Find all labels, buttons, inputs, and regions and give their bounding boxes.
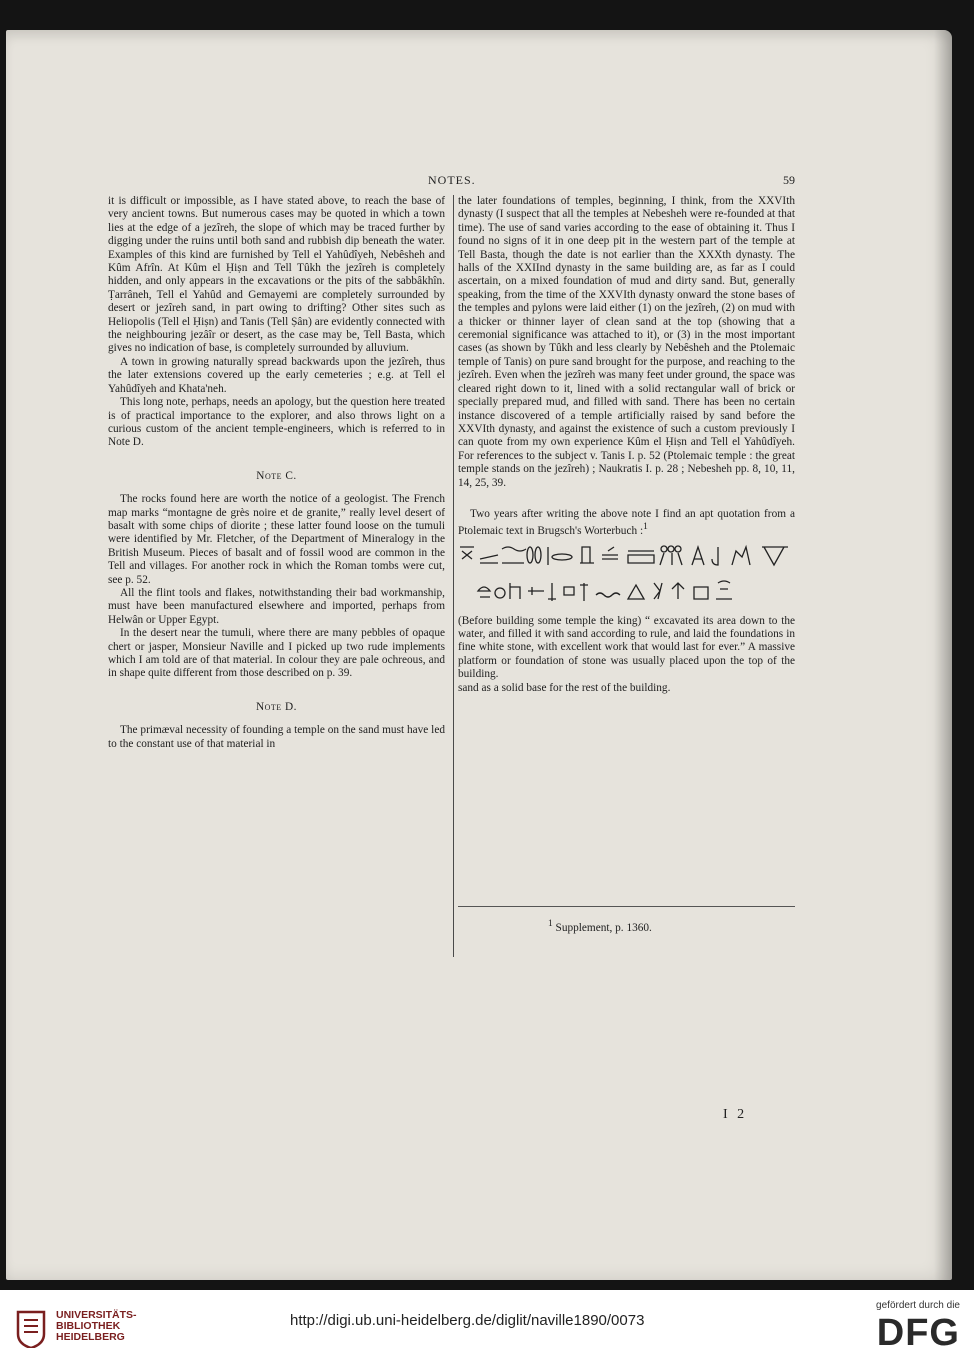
hieroglyph-text-icon bbox=[458, 543, 795, 609]
paragraph: the later foundations of temples, beginning, I think, from the XXVIth dynasty (I suspect that all the temples at Nebesheh were re-founded at that time). The use of sand varies according to the ease of obtaining it. Thus I found no signs of it in one deep pit in the western part of the temple at Tell Basta, though the date is not earlier than the XXXth dynasty. The halls of the XXIInd dynasty in the same building are, as far as I could ascertain, on a mixed foundation of mud and dirty sand. But, generally speaking, from the time of the XXVIth dynasty onward the stone bases of the temples and pylons were laid either (1) on the jezîreh, (2) on mud with a thicker or thinner layer of clean sand at the top (showing that a ceremonial significance was attached to it), or (3) in the most important cases (as shown by Tûkh and less clearly by Nebêsheh and the Ptolemaic temple of Tanis) on pure sand brought for the purpose, and reaching to the jezîreh. Even when the jezîreh was many feet under ground, the space was cleared right down to it, lined with a solid rectangular wall of brick or specially prepared mud, and filled with sand. There has been no certain instance discovered of a temple artificially raised by sand before the XXVIth dynasty, and against the existence of such a custom previously I can quote from my own experience Kûm el Ḥiṣn and Tell el Yahûdîyeh. For references to the subject v. Tanis I. p. 52 (Ptolemaic temple : the great temple stands on the jezîreh) ; Naukratis I. p. 28 ; Nebesheh pp. 8, 10, 11, 14, 25, 39. bbox=[458, 195, 795, 489]
left-column bbox=[108, 195, 445, 751]
permalink-url[interactable]: http://digi.ub.uni-heidelberg.de/diglit/naville1890/0073 bbox=[290, 1312, 645, 1329]
paragraph: A town in growing naturally spread backwards upon the jezîreh, thus the later extensions covered up the early cemeteries ; e.g. at Tell el Yahûdîyeh and Khata'neh. bbox=[108, 355, 445, 395]
note-d-heading: Note D. bbox=[255, 700, 298, 713]
paragraph: This long note, perhaps, needs an apology, but the question here treated is of practical importance to the explorer, and also throws light on a curious custom of the ancient temple-engineers, which is referred to in Note D. bbox=[108, 396, 445, 449]
viewer-footer bbox=[0, 1290, 974, 1366]
library-name-line: BIBLIOTHEK bbox=[56, 1320, 121, 1332]
footnote-reference: 1 bbox=[643, 522, 648, 533]
note-c-heading: Note C. bbox=[256, 469, 297, 482]
paragraph: The rocks found here are worth the notice of a geologist. The French map marks “montagne de grès noire et de granite,” really level desert of basalt with some chips of diorite ; these latter found loose on the tumuli were identified by Mr. Fletcher, of the Department of Mineralogy in the British Museum. Pieces of basalt and of fossil wood are common in the Tell and villages. For another rock in which the Roman tombs were cut, see p. 52. bbox=[108, 493, 445, 586]
paragraph: In the desert near the tumuli, where there are many pebbles of opaque chert or jasper, Monsieur Naville and I picked up two rude implements which I am told are of that material. In colour they are pale ochreous, and in shape quite different from those described on p. 39. bbox=[108, 627, 445, 680]
funder-branding[interactable] bbox=[860, 1300, 960, 1355]
signature-mark: I 2 bbox=[723, 1107, 748, 1122]
library-name-line: HEIDELBERG bbox=[56, 1331, 125, 1343]
right-column bbox=[458, 195, 795, 695]
paragraph: All the flint tools and flakes, notwithstanding their bad workmanship, must have been manufactured elsewhere and imported, perhaps from Helwân or Upper Egypt. bbox=[108, 586, 445, 626]
footnote-text: Supplement, p. 1360. bbox=[555, 921, 652, 934]
heidelberg-library-logo-icon bbox=[14, 1308, 48, 1348]
section-gap bbox=[458, 490, 795, 508]
library-name-line: UNIVERSITÄTS- bbox=[56, 1309, 137, 1321]
funder-caption: gefördert durch die bbox=[876, 1300, 960, 1311]
footnote-mark: 1 bbox=[548, 919, 553, 929]
translation-tail: sand as a solid base for the rest of the building. bbox=[458, 681, 671, 694]
quote-intro-text: Two years after writing the above note I find an apt quotation from a Ptolemaic text in Brugsch's Worterbuch : bbox=[458, 507, 795, 538]
page-edge-shadow bbox=[934, 30, 952, 1280]
column-divider bbox=[453, 195, 454, 957]
library-name bbox=[56, 1310, 137, 1343]
footnote-rule bbox=[458, 906, 795, 907]
paragraph: The primæval necessity of founding a temple on the sand must have led to the constant use of that material in bbox=[108, 724, 445, 750]
dfg-logo-icon: DFG bbox=[876, 1312, 960, 1354]
footnote bbox=[548, 919, 652, 934]
paragraph: it is difficult or impossible, as I have stated above, to reach the base of very ancient towns. But numerous cases may be quoted in which a town lies at the edge of a jezîreh, the slope of which may be traced further by digging under the ruins until both sand and rubbish dip beneath the water. Examples of this kind are furnished by Tell el Yahûdîyeh, Nebêsheh and Kûm Afrîn. At Kûm el Ḥiṣn and Tell Tûkh the jezîreh is completely hidden, and only appears in the excavations or the pits of the sabbâkhîn. Ṭarrâneh, Tell el Yahûd and Gemayemi are completely surrounded by desert or jezîreh sand, in part owing to drifting? Other sites such as Heliopolis (Tell el Ḥiṣn) and Tanis (Tell Ṣân) are evidently connected with the neighbouring jezâîr or desert, as the case may be, Tell Basta, which gives no indication of base, is completely surrounded by alluvium. bbox=[108, 195, 445, 355]
quote-intro bbox=[458, 508, 795, 539]
page-number: 59 bbox=[783, 173, 795, 187]
hieroglyph-drawing bbox=[458, 543, 795, 609]
running-header bbox=[108, 173, 795, 189]
translation-paragraph: (Before building some temple the king) “ excavated its area down to the water, and filled it with sand according to rule, and laid the foundations in fine white stone, with excellent work that would last for ever.” A massive platform or foundation of stone was usually placed upon the top of the building. bbox=[458, 614, 795, 681]
running-title: NOTES. bbox=[428, 173, 476, 187]
